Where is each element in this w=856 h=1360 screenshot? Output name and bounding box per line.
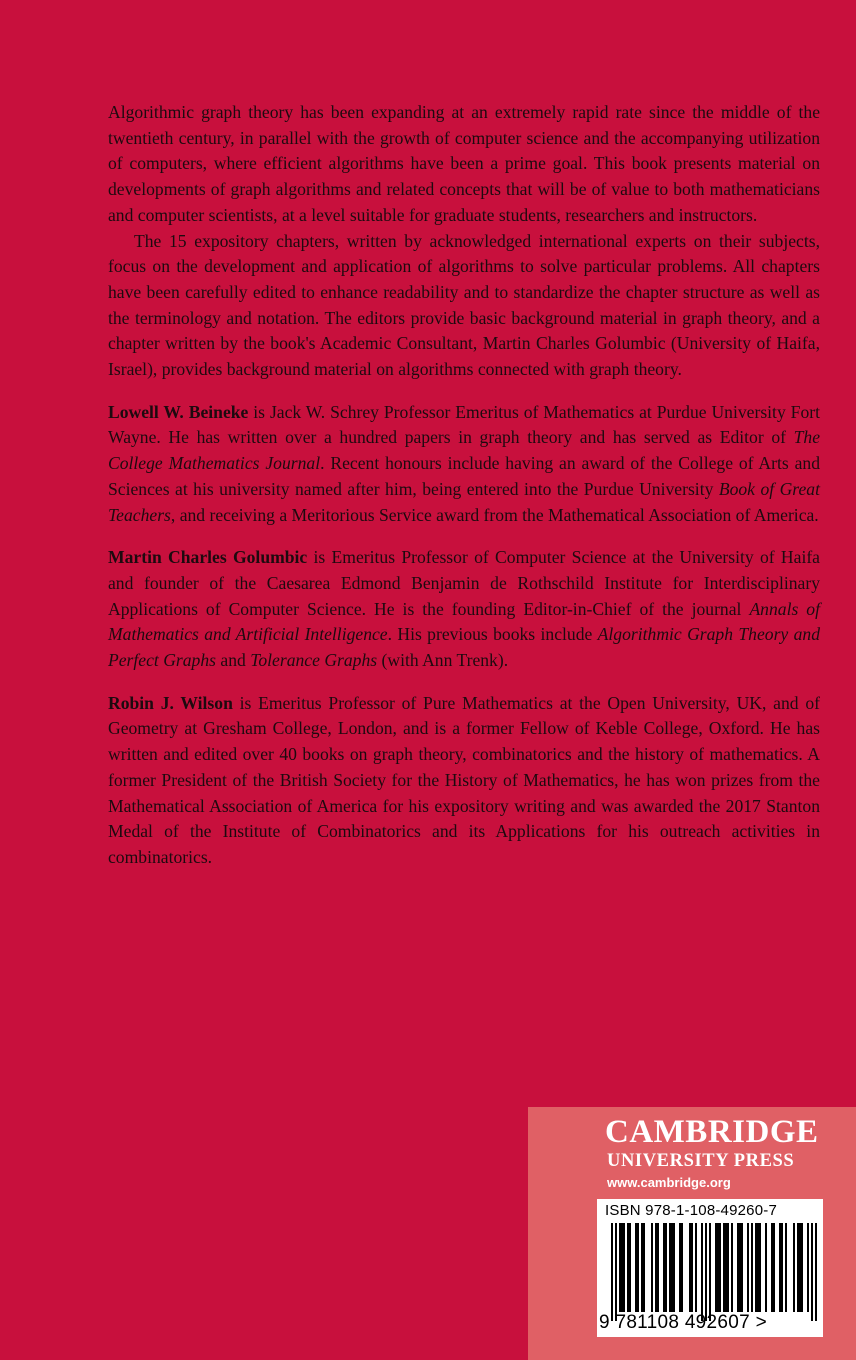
barcode-digits: 9 781108 492607 > (599, 1312, 767, 1333)
bio-text: is Emeritus Professor of Computer Science at the University of Haifa and founder of the Caesarea Edmond Benjamin de Rothschild Institute for Interdisciplinary Applications of Computer Science. He is the founding Editor-in-Chief of the journal (108, 547, 820, 619)
bio-wilson (108, 691, 820, 871)
publisher-logo-subtitle: UNIVERSITY PRESS (607, 1151, 795, 1171)
bio-text: is Jack W. Schrey Professor Emeritus of Mathematics at Purdue University Fort Wayne. He has written over a hundred papers in graph theory and has served as Editor of (108, 401, 820, 448)
bio-text: and (216, 650, 251, 671)
bio-text: , and receiving a Meritorious Service award from the Mathematical Association of America. (170, 504, 819, 525)
bio-name-beineke: Lowell W. Beineke (108, 401, 249, 422)
book-title: Tolerance Graphs (250, 650, 378, 671)
journal-title: The College Mathematics Journal (108, 427, 820, 474)
bio-name-wilson: Robin J. Wilson (108, 692, 233, 713)
spacer (108, 383, 820, 400)
publisher-logo-name: CAMBRIDGE (605, 1114, 819, 1150)
book-title: Algorithmic Graph Theory and Perfect Graphs (108, 624, 820, 671)
cover-text (108, 100, 820, 871)
barcode-panel (597, 1199, 823, 1337)
book-title: Book of Great Teachers (108, 478, 820, 525)
bio-beineke (108, 400, 820, 529)
bio-name-golumbic: Martin Charles Golumbic (108, 547, 308, 568)
bio-golumbic (108, 545, 820, 674)
bio-text: . His previous books include (387, 624, 598, 645)
bio-text: (with Ann Trenk). (377, 650, 509, 671)
bio-text: is Emeritus Professor of Pure Mathematics at the Open University, UK, and of Geometry at Gresham College, London, and is a former Fellow of Keble College, Oxford. He has written and edited over 40 books on graph theory, combinatorics and the history of mathematics. A former President of the British Society for the History of Mathematics, he has won prizes from the Mathematical Association of America for his expository writing and was awarded the 2017 Stanton Medal of the Institute of Combinatorics and its Applications for his outreach activities in combinatorics. (108, 692, 820, 867)
intro-paragraph-1: Algorithmic graph theory has been expanding at an extremely rapid rate since the middle of the twentieth century, in parallel with the growth of computer science and the accompanying utilization of computers, where efficient algorithms have been a prime goal. This book presents material on developments of graph algorithms and related concepts that will be of value to both mathematicians and computer scientists, at a level suitable for graduate students, researchers and instructors. (108, 102, 820, 225)
spacer (108, 528, 820, 545)
publisher-website: www.cambridge.org (607, 1175, 731, 1190)
journal-title: Annals of Mathematics and Artificial Intelligence (108, 598, 820, 645)
bio-text: . Recent honours include having an award of the College of Arts and Sciences at his university named after him, being entered into the Purdue University (108, 453, 821, 499)
intro-paragraph-2: The 15 expository chapters, written by acknowledged international experts on their subjects, focus on the development and application of algorithms to solve particular problems. All chapters have been carefully edited to enhance readability and to standardize the chapter structure as well as the terminology and notation. The editors provide basic background material in graph theory, and a chapter written by the book's Academic Consultant, Martin Charles Golumbic (University of Haifa, Israel), provides background material on algorithms connected with graph theory. (108, 230, 820, 380)
isbn-label: ISBN 978-1-108-49260-7 (605, 1202, 778, 1219)
spacer (108, 674, 820, 691)
